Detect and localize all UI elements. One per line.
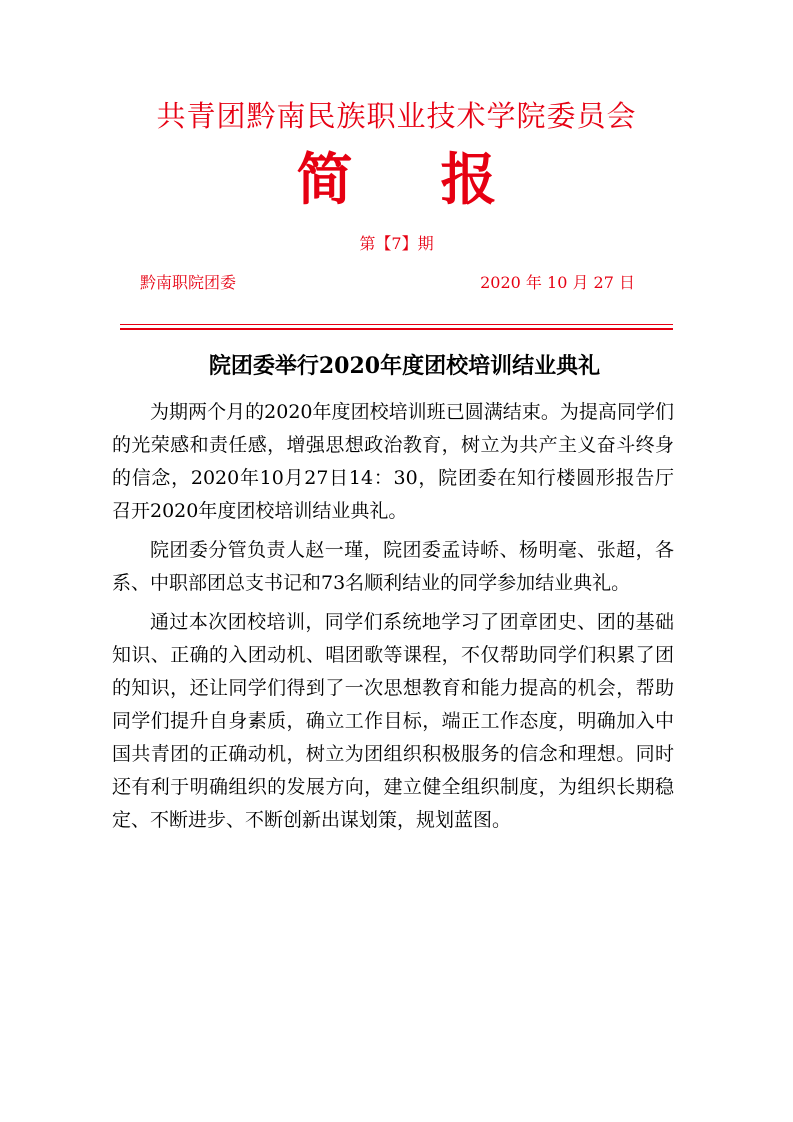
article-paragraph: 院团委分管负责人赵一瑾，院团委孟诗峤、杨明毫、张超，各系、中职部团总支书记和73名顺利结业的同学参加结业典礼。 [112,539,674,594]
issue-date: 2020 年 10 月 27 日 [480,273,635,292]
article-paragraph: 通过本次团校培训，同学们系统地学习了团章团史、团的基础知识、正确的入团动机、唱团歌等课程，不仅帮助同学们积累了团的知识，还让同学们得到了一次思想教育和能力提高的机会，帮助同学们提升自身素质，确立工作目标，端正工作态度，明确加入中国共青团的正确动机，树立为团组织积极服务的信念和理想。同时还有利于明确组织的发展方向，建立健全组织制度，为组织长期稳定、不断进步、不断创新出谋划策，规划蓝图。 [112,611,674,831]
header-divider-thin [120,324,673,325]
document-type-heading: 简报 [296,147,585,213]
article-body [112,396,674,843]
issuing-department: 黔南职院团委 [140,273,237,292]
organization-title: 共青团黔南民族职业技术学院委员会 [156,99,637,133]
header-divider-thick [120,328,673,330]
article-paragraph: 为期两个月的2020年度团校培训班已圆满结束。为提高同学们的光荣感和责任感，增强思想政治教育，树立为共产主义奋斗终身的信念，2020年10月27日14：30，院团委在知行楼圆形报告厅召开2020年度团校培训结业典礼。 [112,401,674,522]
issue-number: 第【7】期 [359,234,434,253]
article-title: 院团委举行2020年度团校培训结业典礼 [208,353,601,379]
